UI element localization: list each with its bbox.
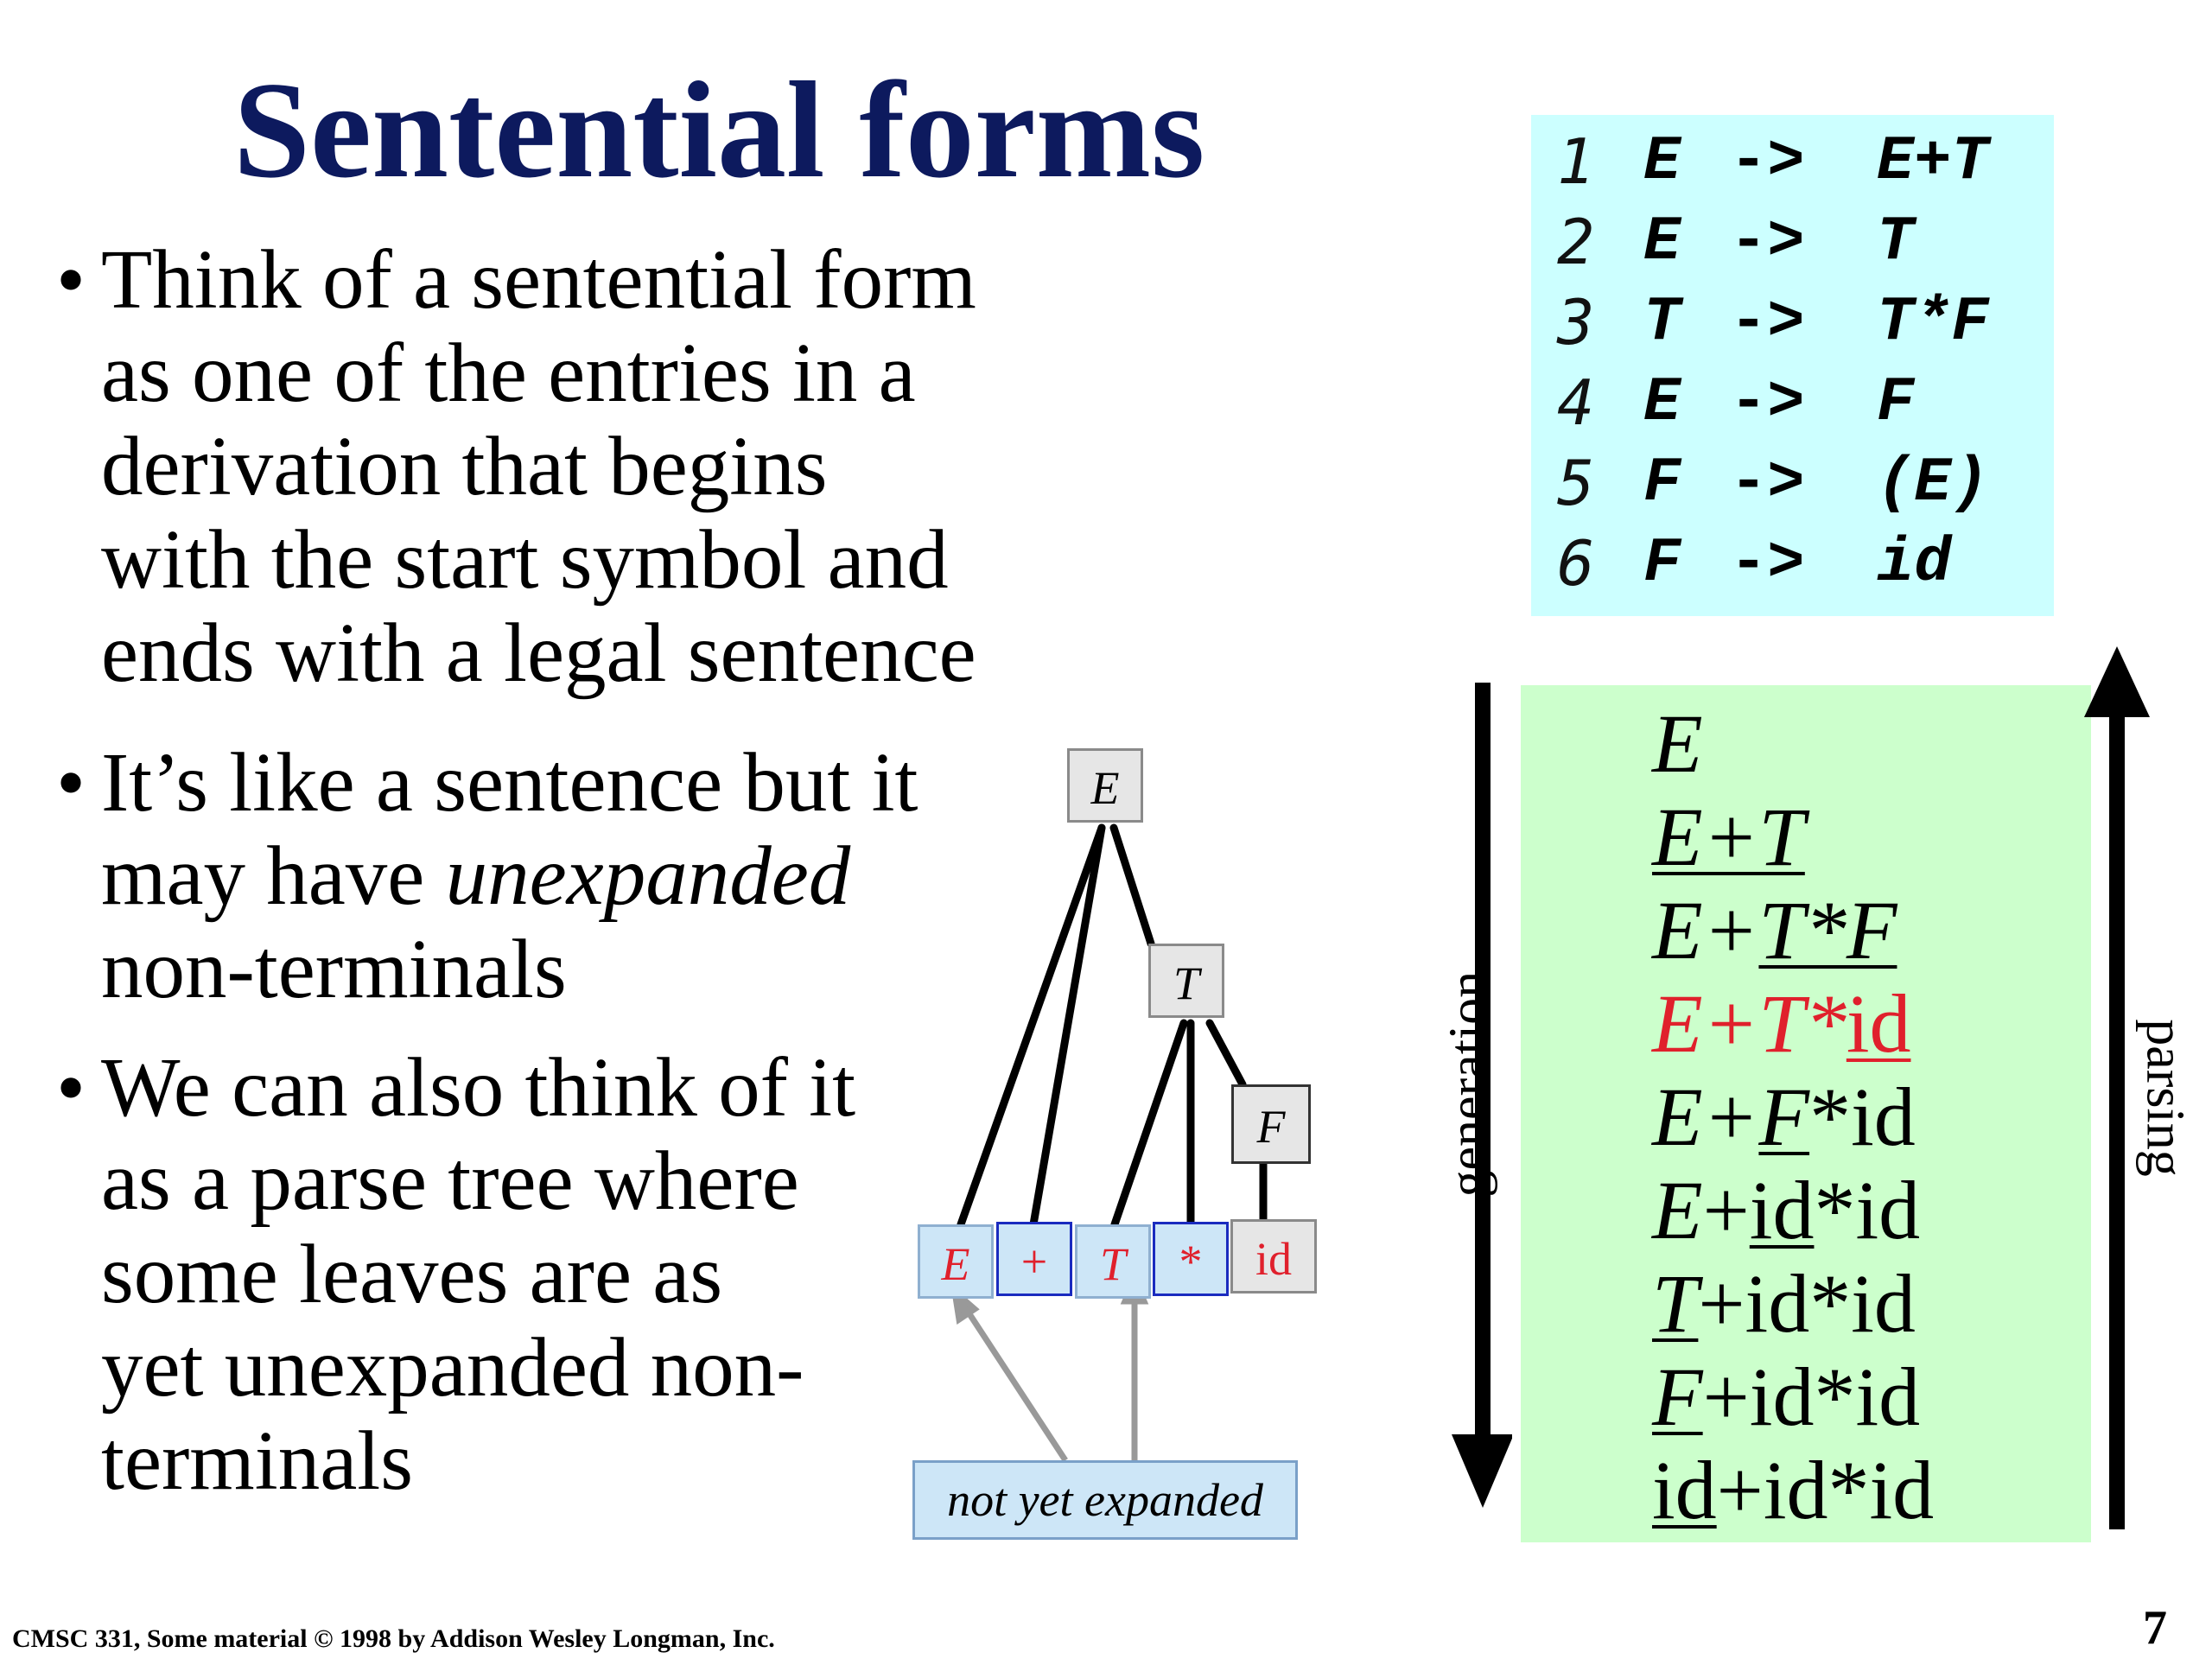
derivation-segment: *id xyxy=(1809,1071,1916,1163)
derivation-segment: E+ xyxy=(1652,884,1759,976)
bullet-line: It’s like a sentence but it xyxy=(101,736,918,829)
rule-lhs: E xyxy=(1643,126,1681,197)
bullet-line-emphasis: unexpanded xyxy=(445,830,851,922)
rule-rhs: E+T xyxy=(1877,126,1989,197)
derivation-step xyxy=(1652,884,1897,977)
rule-number: 1 xyxy=(1557,125,1595,198)
derivation-step xyxy=(1652,1444,1934,1537)
tree-edge xyxy=(1115,1023,1184,1224)
pointer-line xyxy=(963,1305,1065,1460)
derivation-step xyxy=(1652,697,1703,791)
tree-node-f: F xyxy=(1231,1084,1311,1164)
bullet-line: yet unexpanded non- xyxy=(101,1321,804,1414)
derivation-segment: *id xyxy=(1814,1164,1921,1256)
bullet-line: derivation that begins xyxy=(101,420,828,512)
derivation-segment: +id*id xyxy=(1698,1257,1916,1350)
bullet-dot: • xyxy=(56,233,86,326)
bullet-dot: • xyxy=(56,736,86,829)
tree-node-root: E xyxy=(1067,748,1143,823)
tree-edge xyxy=(1210,1023,1243,1084)
rule-lhs: E xyxy=(1643,367,1681,438)
leaf-star: * xyxy=(1153,1222,1229,1296)
rule-arrow: -> xyxy=(1730,528,1805,599)
leaf-e: E xyxy=(918,1224,994,1299)
bullet-line: with the start symbol and xyxy=(101,513,949,606)
rule-number: 3 xyxy=(1557,286,1595,359)
derivation-step xyxy=(1652,791,1805,884)
rule-rhs: T*F xyxy=(1877,287,1989,358)
bullet-line: as a parse tree where xyxy=(101,1135,799,1227)
derivation-segment: E+T* xyxy=(1652,977,1847,1070)
tree-node-t: T xyxy=(1148,944,1224,1018)
derivation-segment: E xyxy=(1652,1164,1703,1256)
leaf-id: id xyxy=(1230,1219,1317,1294)
tree-edge xyxy=(1033,828,1102,1224)
derivation-segment: F xyxy=(1758,1071,1810,1163)
derivation-box xyxy=(1521,685,2091,1542)
bullet-line-text: may have xyxy=(101,830,446,922)
rule-lhs: F xyxy=(1643,448,1681,518)
rule-rhs: (E) xyxy=(1877,448,1989,518)
derivation-segment: F xyxy=(1652,1351,1703,1443)
rule-number: 2 xyxy=(1557,206,1595,278)
derivation-step xyxy=(1652,977,1910,1071)
derivation-segment: E xyxy=(1652,697,1703,790)
parsing-label: parsing xyxy=(2135,1019,2195,1177)
generation-label: generation xyxy=(1439,970,1498,1198)
bullet-line: non-terminals xyxy=(101,923,567,1015)
derivation-segment: E+ xyxy=(1652,1071,1759,1163)
tree-edge xyxy=(1114,828,1151,944)
not-yet-expanded-label: not yet expanded xyxy=(912,1460,1298,1540)
bullet-line: as one of the entries in a xyxy=(101,327,916,419)
footer-copyright: CMSC 331, Some material © 1998 by Addison Wesley Longman, Inc. xyxy=(12,1624,775,1653)
bullet-line: We can also think of it xyxy=(101,1041,856,1134)
derivation-segment: E+T xyxy=(1652,791,1805,883)
leaf-t: T xyxy=(1075,1224,1151,1299)
rule-arrow: -> xyxy=(1730,126,1805,197)
rule-lhs: E xyxy=(1643,207,1681,277)
derivation-step xyxy=(1652,1351,1920,1444)
rule-arrow: -> xyxy=(1730,367,1805,438)
rule-lhs: F xyxy=(1643,528,1681,599)
derivation-segment: + xyxy=(1702,1164,1750,1256)
derivation-segment: id xyxy=(1846,977,1911,1070)
derivation-segment: id xyxy=(1749,1164,1815,1256)
slide-title: Sentential forms xyxy=(233,53,1205,207)
rule-rhs: id xyxy=(1877,528,1952,599)
rule-number: 5 xyxy=(1557,447,1595,519)
rule-rhs: T xyxy=(1877,207,1915,277)
bullet-dot: • xyxy=(56,1041,86,1134)
bullet-line: some leaves are as xyxy=(101,1228,723,1320)
rule-number: 6 xyxy=(1557,527,1595,600)
leaf-plus: + xyxy=(996,1222,1072,1296)
rule-arrow: -> xyxy=(1730,287,1805,358)
rule-number: 4 xyxy=(1557,366,1595,439)
rule-arrow: -> xyxy=(1730,207,1805,277)
tree-edge xyxy=(961,828,1102,1224)
rule-rhs: F xyxy=(1877,367,1915,438)
derivation-segment: +id*id xyxy=(1702,1351,1921,1443)
derivation-step xyxy=(1652,1164,1920,1257)
derivation-step xyxy=(1652,1071,1916,1164)
bullet-line: Think of a sentential form xyxy=(101,233,976,326)
derivation-step xyxy=(1652,1257,1916,1351)
rule-lhs: T xyxy=(1643,287,1681,358)
derivation-segment: +id*id xyxy=(1716,1444,1935,1536)
derivation-segment: id xyxy=(1652,1444,1717,1536)
derivation-segment: T*F xyxy=(1758,884,1897,976)
derivation-segment: T xyxy=(1652,1257,1699,1350)
bullet-line: terminals xyxy=(101,1414,413,1507)
rule-arrow: -> xyxy=(1730,448,1805,518)
bullet-line: ends with a legal sentence xyxy=(101,607,976,699)
page-number: 7 xyxy=(2143,1601,2167,1655)
